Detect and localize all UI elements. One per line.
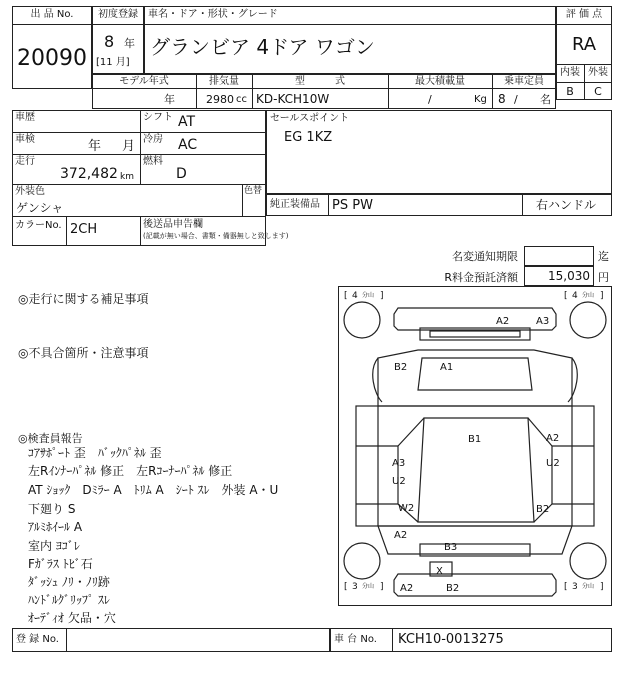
- max-load-unit: Kg: [474, 94, 487, 105]
- tire-rl-bracket-close: ]: [380, 582, 384, 592]
- car-condition-diagram: [338, 286, 612, 606]
- displacement-unit: cc: [236, 94, 247, 105]
- fuel-value: D: [176, 166, 187, 182]
- steering-value: 右ハンドル: [536, 198, 597, 212]
- mark-roof-b1: B1: [468, 434, 482, 445]
- max-load-sep: /: [428, 93, 432, 106]
- mark-right-rear-b2: B2: [536, 504, 550, 515]
- tire-rr-bracket-close: ]: [600, 582, 604, 592]
- ext-color-label: 外装色: [15, 186, 45, 197]
- mark-right-front-u2: U2: [546, 458, 560, 469]
- car-name: グランビア 4ドア ワゴン: [150, 35, 375, 59]
- evaluation-score: RA: [571, 34, 597, 55]
- mark-fender-left-b2: B2: [394, 362, 408, 373]
- inspection-label: 車検: [15, 134, 35, 145]
- tire-fr-bracket-open: [: [564, 291, 568, 301]
- evaluation-label: 評 価 点: [565, 9, 603, 20]
- inspector-line: ﾊﾝﾄﾞﾙｸﾞﾘｯﾌﾟ ｽﾚ: [28, 593, 110, 607]
- displacement-label: 排気量: [209, 76, 239, 87]
- lot-label: 出 品 No.: [30, 9, 74, 20]
- mark-front-bumper-a2: A2: [496, 316, 510, 327]
- sales-points-value: EG 1KZ: [284, 130, 333, 145]
- docs-label: 後送品申告欄: [143, 219, 203, 230]
- registration-year: 8: [104, 32, 115, 51]
- car-name-label: 車名・ドア・形状・グレード: [148, 9, 278, 20]
- wheel-front-left: [344, 302, 380, 338]
- exterior-label: 外装: [588, 67, 608, 78]
- inspector-line: AT ｼｮｯｸ Dﾐﾗｰ A ﾄﾘﾑ A ｼｰﾄ ｽﾚ 外装 A・U: [28, 483, 279, 497]
- history-label: 車歴: [15, 112, 35, 123]
- color-change-label: 色替: [244, 186, 263, 196]
- ac-label: 冷房: [143, 134, 163, 145]
- interior-grade: B: [566, 85, 574, 98]
- wheel-rear-left: [344, 543, 380, 579]
- lot-number: 20090: [17, 46, 87, 71]
- transfer-value-box: [524, 246, 594, 266]
- registration-no-label: 登 録 No.: [16, 634, 59, 645]
- registration-no-box: [12, 628, 330, 652]
- capacity-unit: 名: [540, 93, 551, 106]
- model-year-label: モデル年式: [119, 76, 169, 87]
- tire-fl-bracket-open: [: [344, 291, 348, 301]
- transfer-label: 名変通知期限: [452, 250, 518, 263]
- mark-rear-bumper-b2: B2: [446, 583, 460, 594]
- inspector-line: Fｶﾞﾗｽ ﾄﾋﾞ石: [28, 557, 93, 571]
- shift-value: AT: [178, 114, 196, 130]
- mark-rear-hatch-b3: B3: [444, 542, 458, 553]
- mark-right-front-a2: A2: [546, 433, 560, 444]
- driving-notes-label: ◎走行に関する補足事項: [18, 292, 149, 306]
- inspector-line: 左Rｲﾝﾅｰﾊﾟﾈﾙ 修正 左Rｺｰﾅｰﾊﾟﾈﾙ 修正: [28, 464, 233, 478]
- equipment-value: PS PW: [332, 198, 373, 213]
- front-bumper: [394, 308, 556, 330]
- mark-left-front-u2: U2: [392, 476, 406, 487]
- mileage-label: 走行: [15, 156, 35, 167]
- registration-label: 初度登録: [98, 9, 138, 20]
- tire-fl-bracket-close: ]: [380, 291, 384, 301]
- tire-rr-unit: 分山: [582, 583, 595, 590]
- model-type-label: 型 式: [295, 76, 345, 87]
- mileage-value: 372,482: [60, 166, 118, 182]
- mark-left-rear-a2: A2: [394, 530, 408, 541]
- wheel-front-right: [570, 302, 606, 338]
- inspector-line: 室内 ﾖｺﾞﾚ: [28, 539, 80, 553]
- recycle-label: R料金預託済額: [444, 271, 518, 284]
- tire-fr-unit: 分山: [582, 292, 595, 299]
- mark-bonnet-a1: A1: [440, 362, 454, 373]
- exterior-grade: C: [594, 85, 602, 98]
- mark-rear-bumper-a2: A2: [400, 583, 414, 594]
- tire-fr-value: 4: [572, 291, 578, 301]
- docs-note: (記載が無い場合、書類・備器無しと致します): [143, 232, 289, 240]
- tire-rl-unit: 分山: [362, 583, 375, 590]
- displacement-value: 2980: [206, 93, 234, 106]
- tire-fr-bracket-close: ]: [600, 291, 604, 301]
- transfer-unit: 迄: [598, 250, 609, 263]
- tire-rr-value: 3: [572, 582, 578, 592]
- color-no-value: 2CH: [70, 222, 98, 237]
- fuel-label: 燃料: [143, 156, 163, 167]
- right-door-panel: [552, 446, 594, 504]
- mark-rear-x: X: [436, 566, 443, 577]
- chassis-no-value: KCH10-0013275: [398, 632, 504, 647]
- chassis-no-label: 車 台 No.: [334, 634, 377, 645]
- registration-year-unit: 年: [124, 37, 135, 50]
- recycle-amount: 15,030: [548, 269, 590, 283]
- registration-month: [11 月]: [96, 57, 130, 68]
- equipment-label: 純正装備品: [270, 199, 320, 210]
- mark-left-front-a3: A3: [392, 458, 406, 469]
- mileage-unit: km: [120, 172, 134, 182]
- inspector-line: 下廻り S: [28, 502, 76, 516]
- bonnet: [418, 358, 532, 390]
- sales-points-label: セールスポイント: [270, 113, 350, 124]
- model-year-unit: 年: [164, 93, 175, 106]
- right-fender: [568, 358, 577, 402]
- interior-label: 内装: [560, 67, 580, 78]
- left-door-panel: [356, 446, 398, 504]
- inspection-year-unit: 年: [88, 139, 102, 154]
- mark-left-rear-w2: W2: [398, 503, 415, 514]
- inspector-line: ｺｱｻﾎﾟｰﾄ 歪 ﾊﾞｯｸﾊﾟﾈﾙ 歪: [28, 446, 162, 460]
- capacity-label: 乗車定員: [504, 76, 544, 87]
- inspector-label: ◎検査員報告: [18, 432, 83, 445]
- color-no-label: カラーNo.: [15, 220, 62, 231]
- recycle-unit: 円: [598, 271, 609, 284]
- inspector-line: ｵｰﾃﾞｨｵ 欠品・穴: [28, 611, 116, 625]
- tire-rr-bracket-open: [: [564, 582, 568, 592]
- model-type: KD-KCH10W: [256, 92, 330, 106]
- inspector-line: ﾀﾞｯｼｭ ﾉﾘ・ﾉﾘ跡: [28, 575, 110, 589]
- rear-bumper: [394, 574, 556, 596]
- tire-rl-value: 3: [352, 582, 358, 592]
- ac-value: AC: [178, 137, 198, 153]
- tire-fl-unit: 分山: [362, 292, 375, 299]
- capacity-sep: /: [514, 93, 518, 106]
- shift-label: シフト: [143, 112, 173, 123]
- front-grille-inner: [430, 331, 520, 337]
- max-load-label: 最大積載量: [415, 76, 465, 87]
- defects-label: ◎不具合箇所・注意事項: [18, 346, 149, 360]
- wheel-rear-right: [570, 543, 606, 579]
- inspector-line: ｱﾙﾐﾎｲｰﾙ A: [28, 520, 83, 534]
- tire-fl-value: 4: [352, 291, 358, 301]
- tire-rl-bracket-open: [: [344, 582, 348, 592]
- mark-front-bumper-a3: A3: [536, 316, 550, 327]
- ext-color-value: ゲンシャ: [16, 201, 64, 215]
- inspection-month-unit: 月: [122, 139, 136, 154]
- left-fender: [373, 358, 382, 402]
- capacity-value: 8: [498, 92, 506, 106]
